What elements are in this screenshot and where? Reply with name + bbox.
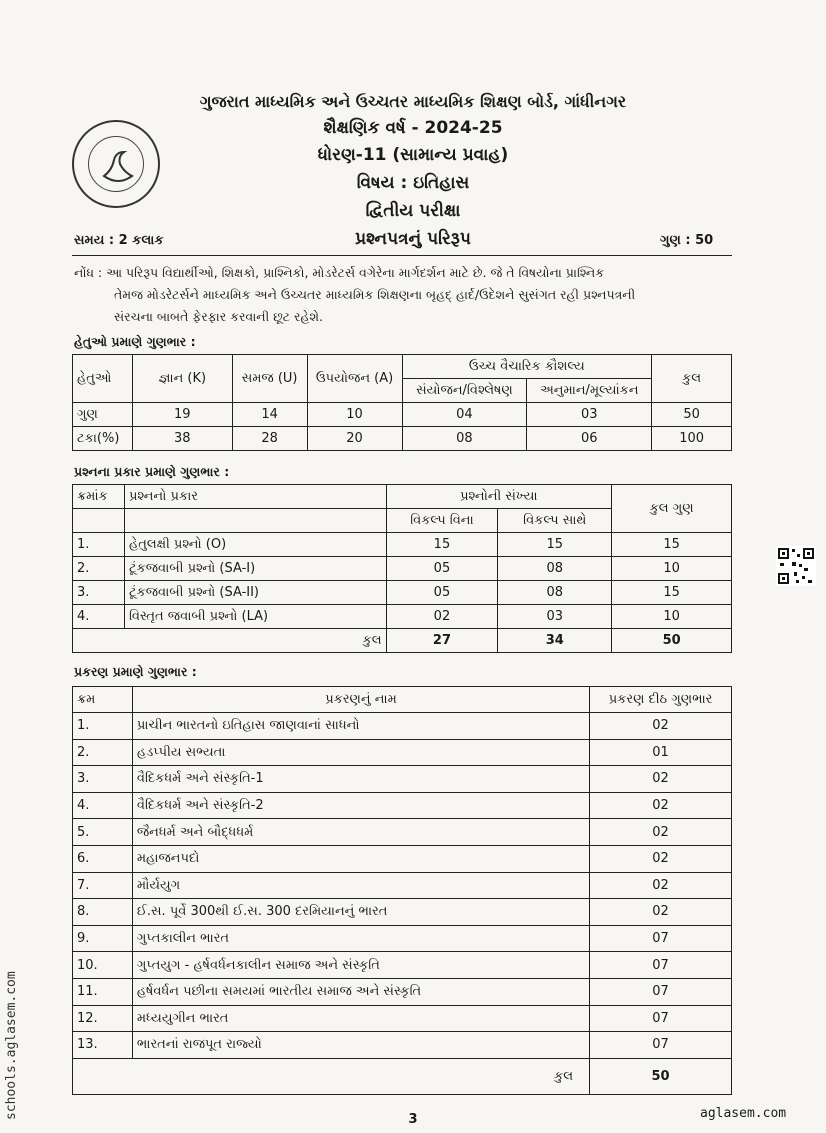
chapter-name: મૌર્યયુગ [132, 872, 589, 899]
chapters-heading: પ્રકરણ પ્રમાણે ગુણભાર : [74, 664, 197, 679]
table-row [73, 899, 732, 926]
col-count: પ્રશ્નોની સંખ્યા [386, 485, 612, 509]
qtypes-heading: પ્રશ્નના પ્રકાર પ્રમાણે ગુણભાર : [74, 464, 230, 479]
col-marks: કુલ ગુણ [612, 485, 732, 533]
row-type: હેતુલક્ષી પ્રશ્નો (O) [124, 533, 386, 557]
cell-value: 100 [652, 427, 732, 451]
table-row [73, 952, 732, 979]
total-marks: ગુણ : 50 [660, 233, 714, 248]
table-row [73, 819, 732, 846]
cell-value: 28 [232, 427, 307, 451]
table-row [73, 1032, 732, 1059]
page-number: 3 [408, 1112, 418, 1127]
row-no: 5. [73, 819, 133, 846]
col-no: ક્રમ [73, 687, 133, 713]
cell-value: 20 [307, 427, 402, 451]
table-row [73, 978, 732, 1005]
row-no: 9. [73, 925, 133, 952]
chapter-marks: 07 [590, 925, 732, 952]
row-no: 11. [73, 978, 133, 1005]
total-value: 34 [498, 629, 612, 653]
cell-value: 06 [527, 427, 652, 451]
chapter-name: મધ્યયુગીન ભારત [132, 1005, 589, 1032]
chapter-name: હડપ્પીય સભ્યતા [132, 739, 589, 766]
cell-value: 08 [498, 581, 612, 605]
table-row [73, 1005, 732, 1032]
table-row [73, 557, 732, 581]
row-no: 8. [73, 899, 133, 926]
chapters-table [72, 686, 732, 1095]
col-without-option: વિકલ્પ વિના [386, 509, 498, 533]
total-value: 27 [386, 629, 498, 653]
col-chapter-marks: પ્રકરણ દીઠ ગુણભાર [590, 687, 732, 713]
chapter-marks: 02 [590, 819, 732, 846]
table-row [73, 845, 732, 872]
cell-value: 02 [386, 605, 498, 629]
cell-value: 05 [386, 581, 498, 605]
subject-title: વિષય : ઇતિહાસ [356, 173, 470, 193]
cell-value: 10 [612, 605, 732, 629]
col-total: કુલ [652, 355, 732, 403]
row-no: 1. [73, 533, 125, 557]
chapter-name: ગુપ્તકાલીન ભારત [132, 925, 589, 952]
col-hots: ઉચ્ચ વૈચારિક કૌશલ્ય [402, 355, 652, 379]
col-no: ક્રમાંક [73, 485, 125, 509]
chapter-name: પ્રાચીન ભારતનો ઇતિહાસ જાણવાનાં સાધનો [132, 713, 589, 740]
cell-value: 10 [612, 557, 732, 581]
qtypes-table [72, 484, 732, 653]
chapter-marks: 02 [590, 792, 732, 819]
total-row [73, 629, 732, 653]
row-type: ટૂંકજવાબી પ્રશ્નો (SA-II) [124, 581, 386, 605]
cell-value: 08 [498, 557, 612, 581]
note-line-1: આ પરિરૂપ વિદ્યાર્થીઓ, શિક્ષકો, પ્રાશ્નિકો, મોડરેટર્સ વગેરેના માર્ગદર્શન માટે છે. જે તે વિષયોના પ્રાશ્નિક [106, 265, 605, 280]
total-row [73, 1058, 732, 1094]
row-no: 2. [73, 557, 125, 581]
cell-value: 15 [386, 533, 498, 557]
academic-year: શૈક્ષણિક વર્ષ - 2024-25 [323, 118, 503, 138]
row-label: ગુણ [73, 403, 133, 427]
table-row [73, 872, 732, 899]
cell-value: 19 [132, 403, 232, 427]
objectives-heading: હેતુઓ પ્રમાણે ગુણભાર : [74, 334, 196, 349]
col-understanding: સમજ (U) [232, 355, 307, 403]
total-value: 50 [590, 1058, 732, 1094]
total-label: કુલ [124, 629, 386, 653]
cell-value: 04 [402, 403, 527, 427]
chapter-name: વૈદિકધર્મ અને સંસ્કૃતિ-2 [132, 792, 589, 819]
site-watermark-left: schools.aglasem.com [4, 971, 19, 1120]
paper-title: પ્રશ્નપત્રનું પરિરૂપ [355, 229, 471, 249]
qr-code-icon [776, 546, 816, 586]
chapter-marks: 02 [590, 899, 732, 926]
cell-value: 15 [498, 533, 612, 557]
col-synthesis: સંયોજન/વિશ્લેષણ [402, 379, 527, 403]
table-row [73, 925, 732, 952]
col-chapter-name: પ્રકરણનું નામ [132, 687, 589, 713]
table-row [73, 739, 732, 766]
col-with-option: વિકલ્પ સાથે [498, 509, 612, 533]
cell-value: 05 [386, 557, 498, 581]
cell-value: 15 [612, 581, 732, 605]
chapter-marks: 02 [590, 872, 732, 899]
chapter-marks: 07 [590, 978, 732, 1005]
cell-value: 03 [527, 403, 652, 427]
row-type: ટૂંકજવાબી પ્રશ્નો (SA-I) [124, 557, 386, 581]
cell-value: 50 [652, 403, 732, 427]
chapter-name: હર્ષવર્ધન પછીના સમયમાં ભારતીય સમાજ અને સંસ્કૃતિ [132, 978, 589, 1005]
col-objectives: હેતુઓ [73, 355, 133, 403]
chapter-marks: 07 [590, 952, 732, 979]
row-no: 6. [73, 845, 133, 872]
cell-value: 15 [612, 533, 732, 557]
table-row [73, 766, 732, 793]
row-type: વિસ્તૃત જવાબી પ્રશ્નો (LA) [124, 605, 386, 629]
row-no: 3. [73, 581, 125, 605]
table-row [73, 605, 732, 629]
chapter-marks: 07 [590, 1005, 732, 1032]
total-value: 50 [612, 629, 732, 653]
chapter-name: વૈદિકધર્મ અને સંસ્કૃતિ-1 [132, 766, 589, 793]
cell-value: 03 [498, 605, 612, 629]
board-name: ગુજરાત માધ્યમિક અને ઉચ્ચતર માધ્યમિક શિક્ષણ બોર્ડ, ગાંધીનગર [199, 92, 627, 111]
row-no: 2. [73, 739, 133, 766]
objectives-table [72, 354, 732, 451]
chapter-name: જૈનધર્મ અને બૌદ્ધધર્મ [132, 819, 589, 846]
row-no: 13. [73, 1032, 133, 1059]
table-row [73, 533, 732, 557]
total-label: કુલ [132, 1058, 589, 1094]
chapter-marks: 02 [590, 766, 732, 793]
row-no: 7. [73, 872, 133, 899]
row-no: 12. [73, 1005, 133, 1032]
note-block [74, 262, 734, 328]
col-application: ઉપયોજન (A) [307, 355, 402, 403]
chapter-name: ગુપ્તયુગ - હર્ષવર્ધનકાલીન સમાજ અને સંસ્કૃતિ [132, 952, 589, 979]
chapter-name: ઈ.સ. પૂર્વે 300થી ઈ.સ. 300 દરમિયાનનું ભારત [132, 899, 589, 926]
chapter-name: ભારતનાં રાજપૂત રાજ્યો [132, 1032, 589, 1059]
row-no: 4. [73, 605, 125, 629]
exam-title: દ્વિતીય પરીક્ષા [365, 201, 461, 221]
chapter-marks: 02 [590, 713, 732, 740]
header-divider [72, 255, 732, 256]
table-row [73, 581, 732, 605]
table-row [73, 403, 732, 427]
col-knowledge: જ્ઞાન (K) [132, 355, 232, 403]
table-row [73, 713, 732, 740]
table-row [73, 427, 732, 451]
standard-title: ધોરણ-11 (સામાન્ય પ્રવાહ) [317, 145, 509, 165]
table-row [73, 792, 732, 819]
cell-value: 14 [232, 403, 307, 427]
exam-time: સમય : 2 કલાક [74, 233, 164, 248]
note-label: નોંધ : [74, 265, 103, 280]
row-label: ટકા(%) [73, 427, 133, 451]
note-line-2: તેમજ મોડરેટર્સને માધ્યમિક અને ઉચ્ચતર માધ્યમિક શિક્ષણના બૃહદ્ હાર્દ/ઉદેશને સુસંગત રહી પ્રશ્નપત્રની [114, 287, 636, 302]
chapter-marks: 01 [590, 739, 732, 766]
row-no: 4. [73, 792, 133, 819]
row-no: 3. [73, 766, 133, 793]
row-no: 10. [73, 952, 133, 979]
col-evaluation: અનુમાન/મૂલ્યાંકન [527, 379, 652, 403]
chapter-name: મહાજનપદો [132, 845, 589, 872]
chapter-marks: 07 [590, 1032, 732, 1059]
site-watermark-right: aglasem.com [700, 1106, 787, 1121]
cell-value: 08 [402, 427, 527, 451]
col-type: પ્રશ્નનો પ્રકાર [124, 485, 386, 509]
chapter-marks: 02 [590, 845, 732, 872]
cell-value: 10 [307, 403, 402, 427]
note-line-3: સંરચના બાબતે ફેરફાર કરવાની છૂટ રહેશે. [114, 309, 324, 324]
row-no: 1. [73, 713, 133, 740]
cell-value: 38 [132, 427, 232, 451]
